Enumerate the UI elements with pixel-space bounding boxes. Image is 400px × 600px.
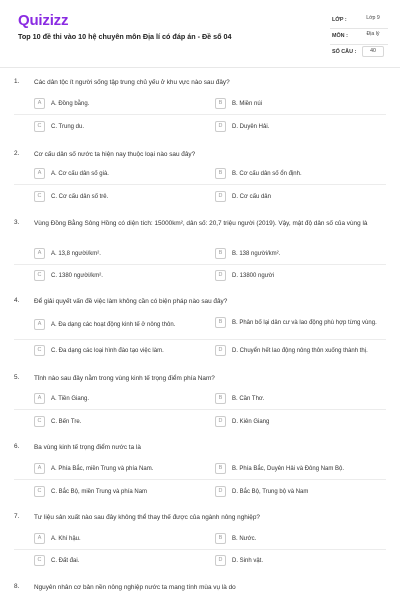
option-letter: B — [215, 533, 226, 544]
question-text: Ba vùng kinh tế trọng điểm nước ta là — [34, 444, 141, 451]
question-number: 6. — [14, 443, 20, 450]
class-label: LỚP : — [332, 17, 347, 23]
option-letter: A — [34, 463, 45, 474]
subject-label: MÔN : — [332, 33, 348, 39]
option-letter: A — [34, 98, 45, 109]
option-letter: D — [215, 555, 226, 566]
option-letter: D — [215, 121, 226, 132]
option-text: A. Đa dạng các hoạt động kinh tế ở nông thôn. — [51, 322, 176, 328]
option-text: C. 1380 người/km². — [51, 273, 103, 279]
option-divider — [14, 409, 386, 410]
option-divider — [14, 264, 386, 265]
option-letter: A — [34, 248, 45, 259]
question-text: Vùng Đồng Bằng Sông Hồng có diện tích: 15000km², dân số: 20,7 triệu người (2019). Vậy, mật độ dân số của vùng là — [34, 220, 368, 227]
option-text: B. Cần Thơ. — [232, 396, 265, 402]
option-letter: A — [34, 533, 45, 544]
option-letter: B — [215, 168, 226, 179]
option-text: C. Bến Tre. — [51, 419, 82, 425]
question-number: 8. — [14, 583, 20, 590]
option-text: D. Chuyển hết lao động nông thôn xuống thành thị. — [232, 348, 368, 354]
question-text: Các dân tộc ít người sống tập trung chủ yếu ở khu vực nào sau đây? — [34, 79, 230, 86]
option-text: B. Phân bố lại dân cư và lao động phù hợp từng vùng. — [232, 320, 377, 326]
option-divider — [14, 114, 386, 115]
option-divider — [14, 184, 386, 185]
option-letter: A — [34, 319, 45, 330]
option-letter: B — [215, 248, 226, 259]
option-text: D. Sinh vật. — [232, 558, 264, 564]
question-text: Nguyên nhân cơ bản nền nông nghiệp nước ta mang tính mùa vụ là do — [34, 584, 236, 591]
option-text: D. 13800 người — [232, 273, 274, 279]
meta-divider — [330, 44, 388, 45]
option-text: D. Bắc Bộ, Trung bộ và Nam — [232, 489, 309, 495]
header-divider — [0, 67, 400, 68]
question-count-label: SỐ CÂU : — [332, 49, 357, 55]
option-letter: B — [215, 317, 226, 328]
option-letter: C — [34, 555, 45, 566]
option-text: A. Đồng bằng. — [51, 101, 90, 107]
question-number: 2. — [14, 150, 20, 157]
option-text: B. Miền núi — [232, 101, 263, 107]
option-text: B. Phía Bắc, Duyên Hải và Đông Nam Bộ. — [232, 466, 345, 472]
question-text: Tư liệu sản xuất nào sau đây không thể thay thế được của ngành nông nghiệp? — [34, 514, 260, 521]
option-text: A. 13,8 người/km². — [51, 251, 101, 257]
worksheet-header — [0, 0, 400, 68]
option-letter: D — [215, 270, 226, 281]
option-letter: C — [34, 270, 45, 281]
option-text: C. Trung du. — [51, 124, 85, 130]
option-letter: C — [34, 416, 45, 427]
option-divider — [14, 479, 386, 480]
option-text: D. Cơ cấu dân — [232, 194, 271, 200]
question-text: Tỉnh nào sau đây nằm trong vùng kinh tế trọng điểm phía Nam? — [34, 375, 215, 382]
option-letter: C — [34, 121, 45, 132]
document-title: Top 10 đề thi vào 10 hệ chuyên môn Địa lí có đáp án - Đề số 04 — [18, 32, 232, 41]
class-value: Lớp 9 — [366, 15, 380, 21]
option-text: A. Tiền Giang. — [51, 396, 90, 402]
option-text: A. Cơ cấu dân số già. — [51, 171, 109, 177]
option-letter: D — [215, 416, 226, 427]
question-text: Cơ cấu dân số nước ta hiện nay thuộc loại nào sau đây? — [34, 151, 196, 158]
option-text: A. Phía Bắc, miền Trung và phía Nam. — [51, 466, 154, 472]
option-text: B. Nước. — [232, 536, 257, 542]
option-letter: D — [215, 486, 226, 497]
option-letter: C — [34, 345, 45, 356]
option-text: B. 138 người/km². — [232, 251, 281, 257]
option-letter: A — [34, 168, 45, 179]
option-text: C. Cơ cấu dân số trẻ. — [51, 194, 109, 200]
option-text: C. Bắc Bộ, miền Trung và phía Nam — [51, 489, 148, 495]
option-text: C. Đất đai. — [51, 558, 80, 564]
quizizz-logo: Quizizz — [18, 12, 69, 29]
subject-value: Địa lý — [366, 31, 380, 37]
question-number: 1. — [14, 78, 20, 85]
option-text: D. Duyên Hải. — [232, 124, 270, 130]
option-text: D. Kiên Giang — [232, 419, 270, 425]
option-text: B. Cơ cấu dân số ổn định. — [232, 171, 302, 177]
option-letter: C — [34, 191, 45, 202]
question-number: 4. — [14, 297, 20, 304]
meta-divider — [330, 28, 388, 29]
option-letter: D — [215, 345, 226, 356]
option-letter: A — [34, 393, 45, 404]
option-letter: B — [215, 463, 226, 474]
option-letter: B — [215, 98, 226, 109]
question-number: 5. — [14, 374, 20, 381]
question-number: 3. — [14, 219, 20, 226]
option-divider — [14, 339, 386, 340]
option-text: A. Khí hậu. — [51, 536, 81, 542]
question-number: 7. — [14, 513, 20, 520]
question-text: Để giải quyết vấn đề việc làm không cần có biện pháp nào sau đây? — [34, 298, 228, 305]
option-text: C. Đa dạng các loại hình đào tạo việc làm. — [51, 348, 164, 354]
option-letter: B — [215, 393, 226, 404]
option-letter: C — [34, 486, 45, 497]
option-letter: D — [215, 191, 226, 202]
option-divider — [14, 549, 386, 550]
question-count-value: 40 — [362, 46, 384, 57]
